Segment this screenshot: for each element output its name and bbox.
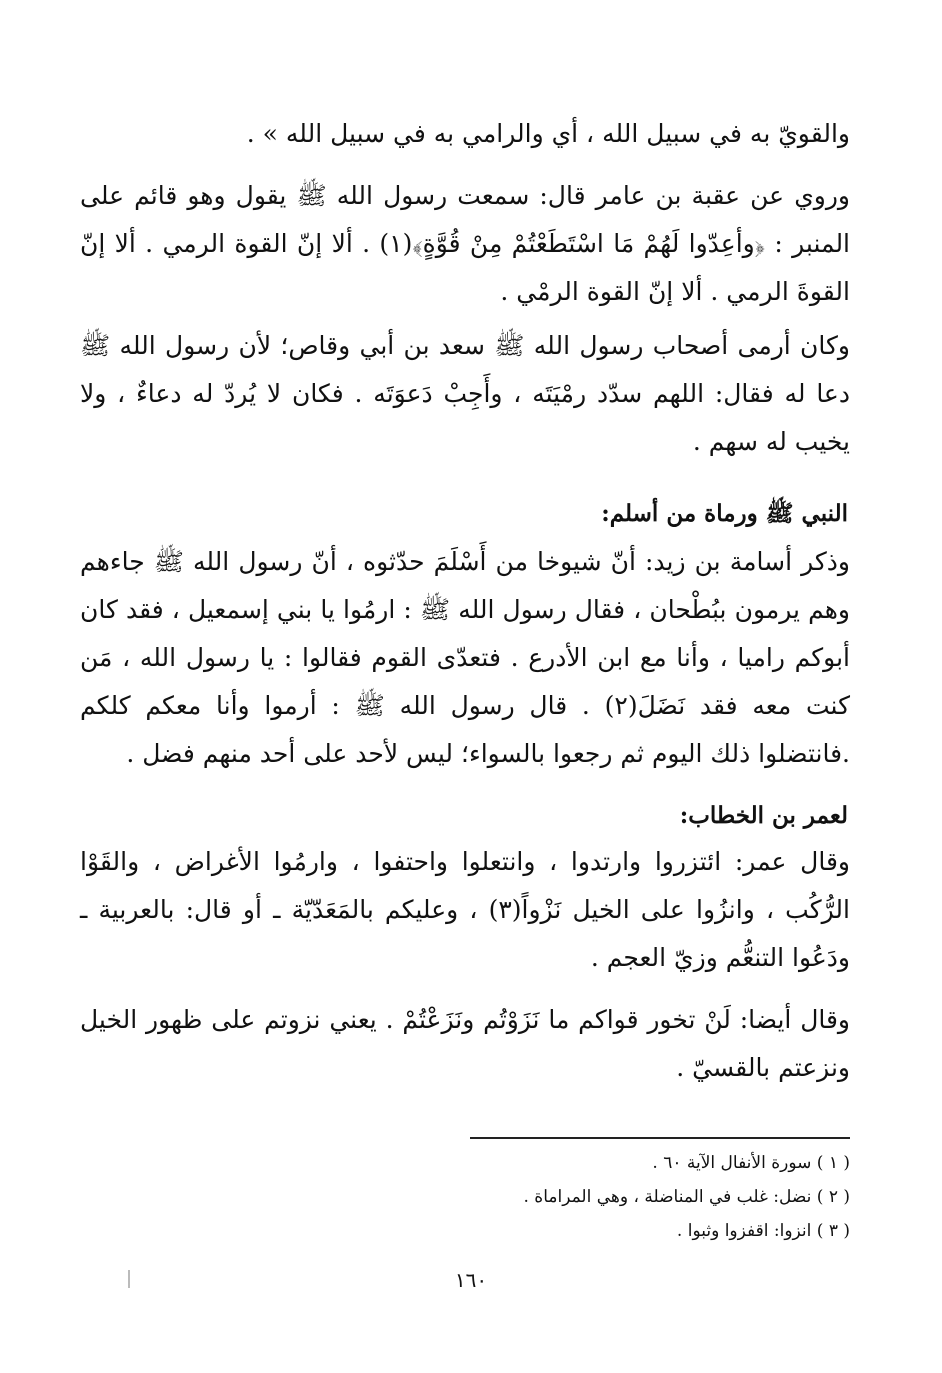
footnote-2: ( ٢ ) نضل: غلب في المناضلة ، وهي المراماة . <box>523 1187 850 1207</box>
section-heading-umar: لعمر بن الخطاب: <box>679 802 848 829</box>
footnote-separator <box>470 1137 850 1139</box>
section-heading-prophet-archers: النبي ﷺ ورماة من أسلم: <box>601 500 848 527</box>
paragraph-5: وقال عمر: ائتزروا وارتدوا ، وانتعلوا واحتفوا ، وارمُوا الأغراض ، والقَوْا الرُّكُب ، وانزُوا على الخيل نَزْواً(٣) ، وعليكم بالمَعَدّيّة ـ أو قال: بالعربية ـ ودَعُوا التنعُّم وزيّ العجم . <box>80 847 850 972</box>
footnotes <box>430 1146 850 1248</box>
paragraph-3: وكان أرمى أصحاب رسول الله ﷺ سعد بن أبي وقاص؛ لأن رسول الله ﷺ دعا له فقال: اللهم سدّد رمْيَتَه ، وأَجِبْ دَعوَتَه . فكان لا يُردّ له دعاءٌ ، ولا يخيب له سهم . <box>80 331 850 456</box>
footnote-1: ( ١ ) سورة الأنفال الآية ٦٠ . <box>652 1153 850 1173</box>
scan-mark <box>128 1270 130 1288</box>
page-number: ١٦٠ <box>454 1268 488 1292</box>
paragraph-4: وذكر أسامة بن زيد: أنّ شيوخا من أَسْلَمَ حدّثوه ، أنّ رسول الله ﷺ جاءهم وهم يرمون ببُطْحان ، فقال رسول الله ﷺ : ارمُوا يا بني إسمعيل ، فقد كان أبوكم راميا ، وأنا مع ابن الأدرع . فتعدّى القوم فقالوا : يا رسول الله ، مَن كنت معه فقد نَضَلَ(٢) . قال رسول الله ﷺ : أرموا وأنا معكم كلكم .فانتضلوا ذلك اليوم ثم رجعوا بالسواء؛ ليس لأحد على أحد منهم فضل . <box>80 547 851 768</box>
paragraph-2: وروي عن عقبة بن عامر قال: سمعت رسول الله ﷺ يقول وهو قائم على المنبر : ﴿وأعِدّوا لَهُمْ مَا اسْتَطَعْتُمْ مِنْ قُوَّةٍ﴾(١) . ألا إنّ القوة الرمي . ألا إنّ القوةَ الرمي . ألا إنّ القوة الرمْي . <box>80 181 851 306</box>
paragraph-1: والقويّ به في سبيل الله ، أي والرامي به في سبيل الله » . <box>246 119 850 148</box>
paragraph-6: وقال أيضا: لَنْ تخور قواكم ما نَزَوْتُم ونَزَعْتُمْ . يعني نزوتم على ظهور الخيل ونزعتم بالقسيّ . <box>80 1005 850 1082</box>
footnote-3: ( ٣ ) انزوا: اقفزوا وثبوا . <box>676 1221 850 1241</box>
